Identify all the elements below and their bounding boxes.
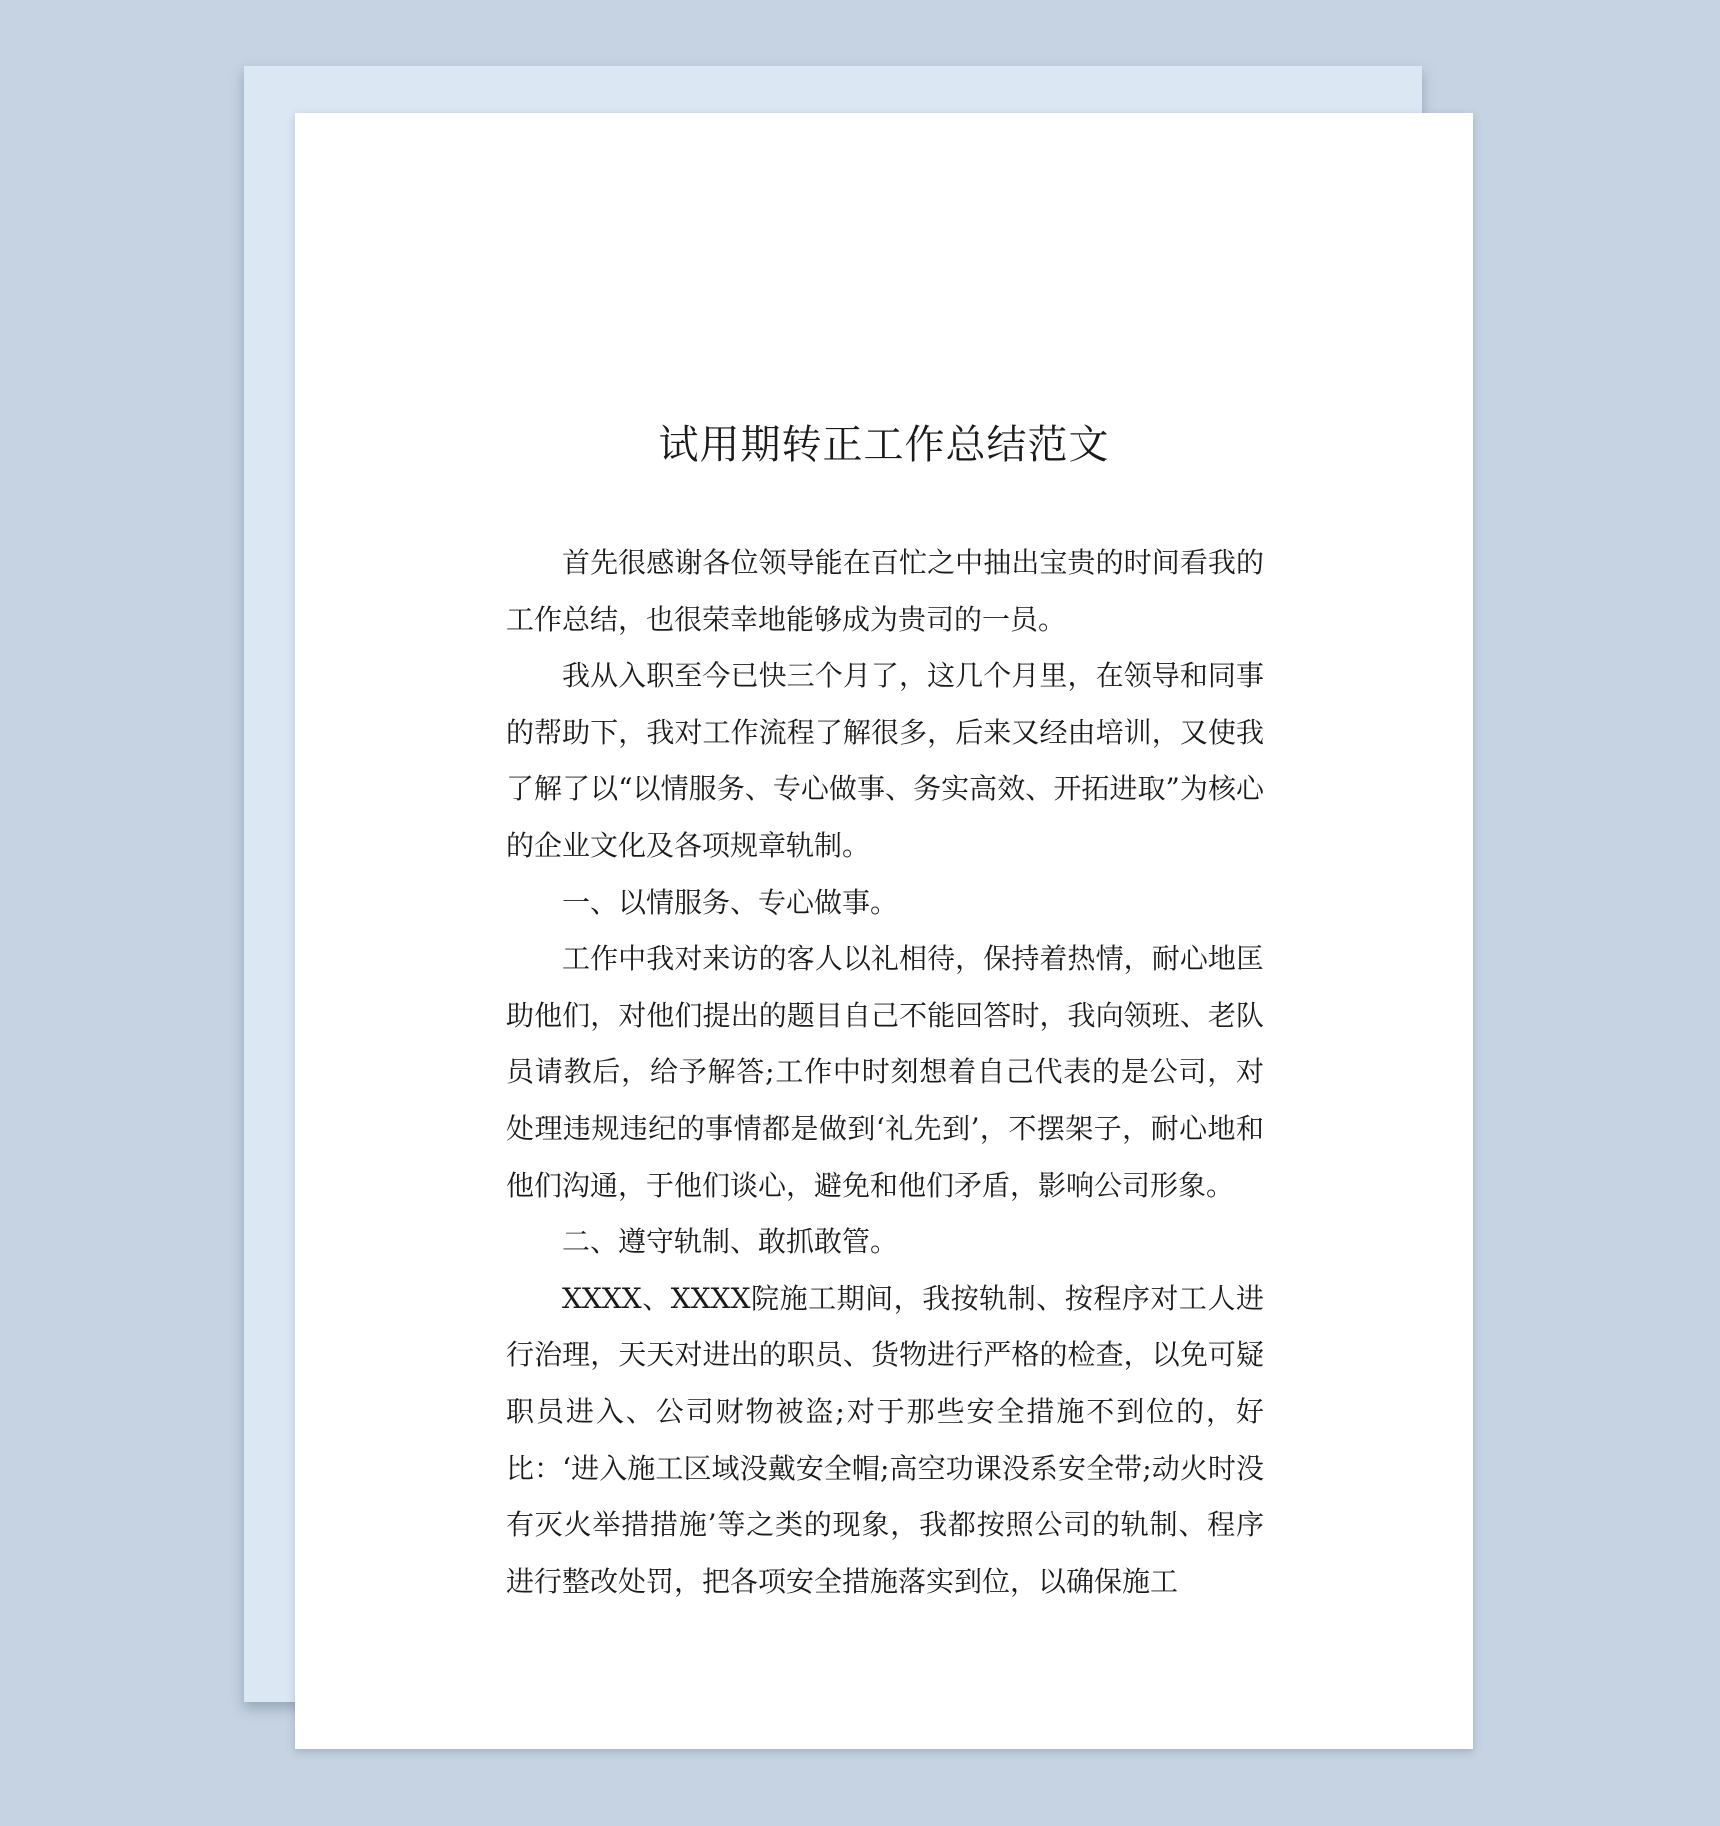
document-page — [295, 113, 1473, 1749]
section-heading-1: 一、以情服务、专心做事。 — [562, 885, 899, 919]
paragraph-experience: 我从入职至今已快三个月了，这几个月里，在领导和同事的帮助下，我对工作流程了解很多，后来又经由培训，又使我了解了以“以情服务、专心做事、务实高效、开拓进取”为核心的企业文化及各项规章轨制。 — [506, 659, 1264, 862]
document-title: 试用期转正工作总结范文 — [658, 422, 1110, 468]
section-heading-2: 二、遵守轨制、敢抓敢管。 — [562, 1225, 899, 1259]
paragraph-rules: XXXX、XXXX院施工期间，我按轨制、按程序对工人进行治理，天天对进出的职员、货物进行严格的检查，以免可疑职员进入、公司财物被盗;对于那些安全措施不到位的，好比：‘进入施工区域没戴安全帽;高空功课没系安全带;动火时没有灭火举措措施’等之类的现象，我都按照公司的轨制、程序进行整改处罚，把各项安全措施落实到位，以确保施工 — [506, 1281, 1264, 1598]
paragraph-service: 工作中我对来访的客人以礼相待，保持着热情，耐心地匡助他们，对他们提出的题目自己不能回答时，我向领班、老队员请教后，给予解答;工作中时刻想着自己代表的是公司，对处理违规违纪的事情都是做到‘礼先到’，不摆架子，耐心地和他们沟通，于他们谈心，避免和他们矛盾，影响公司形象。 — [506, 942, 1264, 1202]
paragraph-intro: 首先很感谢各位领导能在百忙之中抽出宝贵的时间看我的工作总结，也很荣幸地能够成为贵司的一员。 — [506, 546, 1264, 636]
document-body — [506, 535, 1264, 1610]
